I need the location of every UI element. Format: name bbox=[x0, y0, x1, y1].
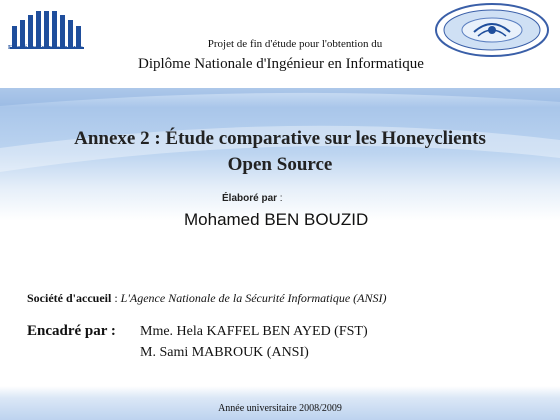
academic-year: Année universitaire 2008/2009 bbox=[218, 403, 342, 414]
diploma-title: Diplôme Nationale d'Ingénieur en Informatique bbox=[138, 56, 424, 72]
supervisor-1: Mme. Hela KAFFEL BEN AYED (FST) bbox=[140, 324, 368, 339]
page-title bbox=[0, 126, 560, 178]
elabore-label bbox=[222, 193, 283, 204]
elabore-colon: : bbox=[277, 193, 283, 204]
societe-line bbox=[27, 291, 387, 306]
fst-logo-caption: Faculté des Sciences de Tunis bbox=[8, 45, 83, 51]
societe-separator: : bbox=[111, 291, 121, 305]
societe-label: Société d'accueil bbox=[27, 291, 112, 305]
societe-value: L'Agence Nationale de la Sécurité Informatique (ANSI) bbox=[120, 291, 387, 305]
supervisor-2: M. Sami MABROUK (ANSI) bbox=[140, 345, 309, 360]
author-name: Mohamed BEN BOUZID bbox=[184, 210, 369, 229]
title-line-2: Open Source bbox=[227, 154, 333, 175]
title-line-1: Annexe 2 : Étude comparative sur les Honeyclients bbox=[74, 128, 486, 149]
encadre-label: Encadré par : bbox=[27, 323, 116, 339]
elabore-label-text: Élaboré par bbox=[222, 193, 278, 204]
project-subtitle: Projet de fin d'étude pour l'obtention du bbox=[207, 38, 383, 50]
